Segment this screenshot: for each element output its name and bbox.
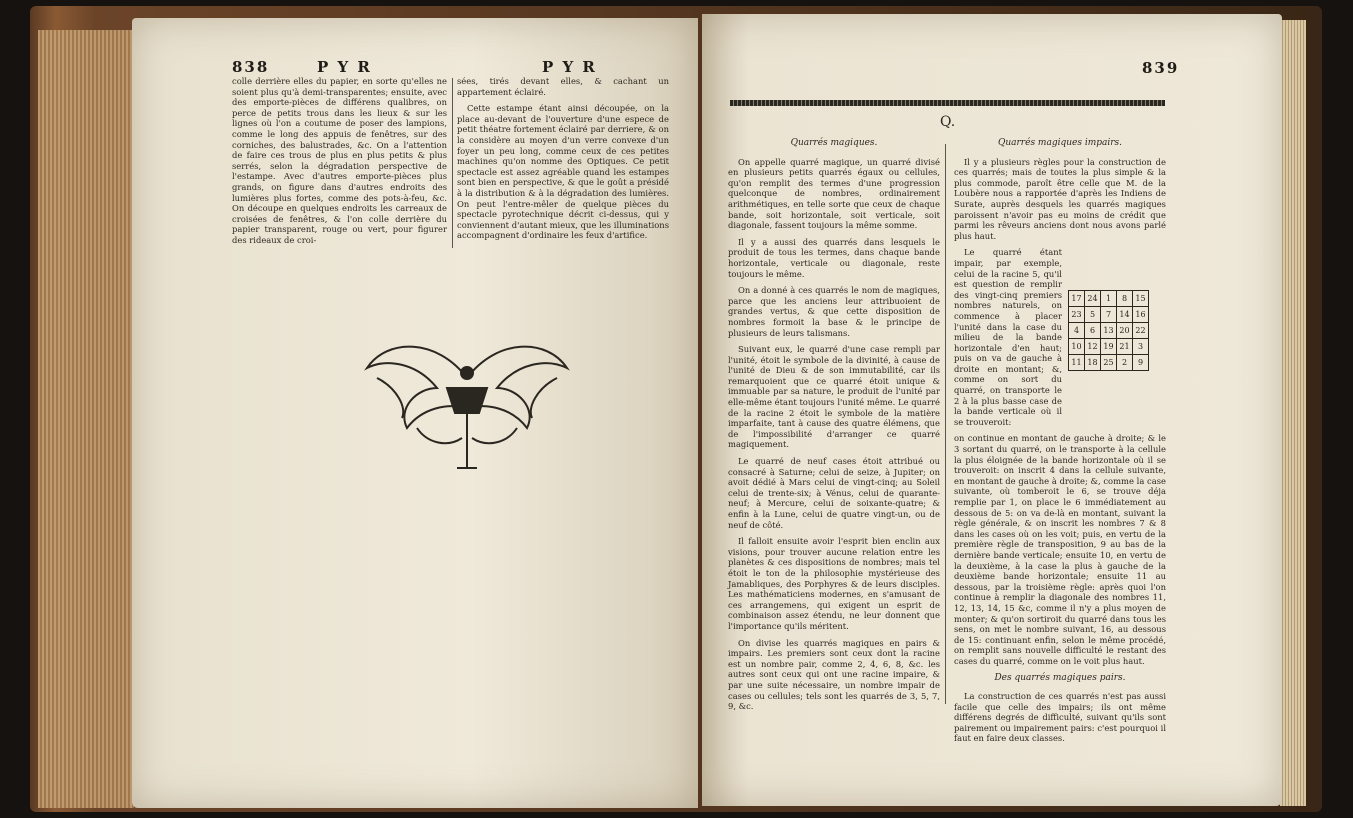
magic-square-cell: 3: [1133, 339, 1149, 355]
magic-square-cell: 25: [1101, 355, 1117, 371]
magic-square-cell: 24: [1085, 291, 1101, 307]
paragraph: Il y a plusieurs règles pour la construction de ces quarrés; mais de toutes la plus simple & la plus commode, paroît être celle que M. de la Loubère nous a rapportée d'après les Indiens de Surate, auprès desquels les quarrés magiques paroissent n'avoir pas eu moins de crédit que parmi les rêveurs anciens dont nous avons parlé plus haut.: [954, 156, 1166, 241]
magic-square-cell: 15: [1133, 291, 1149, 307]
right-page-number: 839: [1142, 59, 1180, 77]
page-edges-left: [38, 30, 134, 808]
magic-square-row: [1069, 323, 1149, 339]
right-column-2: [954, 136, 1166, 744]
paragraph: Il falloit ensuite avoir l'esprit bien enclin aux visions, pour trouver aucune relation entre les planètes & ces dispositions de nombres; mais tel étoit le ton de la philosophie mystérieuse des Jamabliques, des Porphyres & de leurs disciples. Les mathématiciens modernes, en s'amusant de ces arrangemens, qui exigent un esprit de combinaison assez étendu, ne leur donnent que l'importance qu'ils méritent.: [728, 536, 940, 631]
floral-ornament: [357, 318, 577, 478]
magic-square-cell: 20: [1117, 323, 1133, 339]
magic-square-cell: 9: [1133, 355, 1149, 371]
section-subtitle: Des quarrés magiques pairs.: [994, 672, 1126, 683]
magic-square-cell: 10: [1069, 339, 1085, 355]
magic-square-cell: 13: [1101, 323, 1117, 339]
magic-square-cell: 22: [1133, 323, 1149, 339]
magic-square-row: [1069, 307, 1149, 323]
magic-square-cell: 1: [1101, 291, 1117, 307]
paragraph: colle derrière elles du papier, en sorte qu'elles ne soient plus qu'à demi-transparentes; ensuite, avec des emporte-pièces de différens qualibres, on perce de petits trous dans les lieux & sur les lignes où l'on a coutume de poser des lampions, comme le long des appuis de fenêtres, sur des corniches, des balustrades, &c. On a l'attention de faire ces trous de plus en plus petits & plus serrés, selon la dégradation perspective de l'estampe. Avec d'autres emporte-pièces plus grands, on figure dans d'autres endroits des lumières plus fortes, comme des pots-à-feu, &c. On découpe en quelques endroits les carreaux de croisées de fenêtres, & l'on colle derrière du papier transparent, rouge ou vert, pour figurer des rideaux de croi-: [232, 76, 447, 245]
magic-square-cell: 11: [1069, 355, 1085, 371]
running-head-right: P Y R: [542, 58, 597, 76]
magic-square-cell: 6: [1085, 323, 1101, 339]
section-title: Quarrés magiques.: [790, 138, 878, 148]
magic-square-cell: 14: [1117, 307, 1133, 323]
paragraph: On a donné à ces quarrés le nom de magiques, parce que les anciens leur attribuoient de grandes vertus, & que cette disposition de nombres formoit la base & le principe de plusieurs de leurs talismans.: [728, 285, 940, 338]
running-head-left: P Y R: [317, 58, 372, 76]
left-column-2: [457, 76, 669, 251]
magic-square-cell: 4: [1069, 323, 1085, 339]
header-rule: [730, 100, 1165, 106]
paragraph: On divise les quarrés magiques en pairs & impairs. Les premiers sont ceux dont la racine est un nombre pair, comme 2, 4, 6, 8, &c. les autres sont ceux qui ont une racine impaire, & par une suite nécessaire, un nombre impair de cases ou cellules; tels sont les quarrés de 3, 5, 7, 9, &c.: [728, 637, 940, 712]
section-title: Quarrés magiques impairs.: [997, 138, 1123, 148]
magic-square-cell: 8: [1117, 291, 1133, 307]
paragraph: Le quarré de neuf cases étoit attribué ou consacré à Saturne; celui de seize, à Jupiter; on avoit dédié à Mars celui de vingt-cinq; au Soleil celui de trente-six; à Vénus, celui de quarante-neuf; à Mercure, celui de soixante-quatre; & enfin à la Lune, celui de quatre vingt-un, ou de neuf de côté.: [728, 456, 940, 530]
column-divider: [945, 144, 946, 704]
magic-square-row: [1069, 339, 1149, 355]
magic-square-cell: 18: [1085, 355, 1101, 371]
left-page: [132, 18, 698, 808]
magic-square-row: [1069, 291, 1149, 307]
magic-square-table: [1068, 290, 1149, 371]
paragraph: on continue en montant de gauche à droite; & le 3 sortant du quarré, on le transporte à la cellule la plus éloignée de la bande horizontale où il se trouveroit: on inscrit 4 dans la cellule suivante, en montant de gauche à droite; &, comme la case suivante, où tomberoit le 6, se trouve déja remplie par 1, on place le 6 immédiatement au dessous de 5: on va de-là en montant, suivant la règle générale, & on inscrit les nombres 7 & 8 dans les cases où on les voit; puis, en vertu de la première règle de transposition, 9 au bas de la dernière bande verticale; ensuite 10, en vertu de la deuxième, à la case la plus à gauche de la deuxième bande horizontale; ensuite 11 au dessous, par la troisième règle: après quoi l'on continue à remplir la diagonale des nombres 11, 12, 13, 14, 15 &c, comme il n'y a plus moyen de monter; & qu'on sortiroit du quarré dans tous les sens, on met le nombre suivant, 16, au dessous de 15: continuant enfin, selon le même procédé, on remplit sans nouvelle difficulté le restant des cases du quarré, comme on le voit plus haut.: [954, 433, 1166, 666]
paragraph: sées, tirés devant elles, & cachant un appartement éclairé.: [457, 76, 669, 97]
page-edges-right: [1280, 20, 1306, 806]
magic-square-cell: 2: [1117, 355, 1133, 371]
paragraph: Suivant eux, le quarré d'une case rempli par l'unité, étoit le symbole de la divinité, à cause de l'unité de Dieu & de son immutabilité, car ils remarquoient que ce quarré étoit unique & immuable par sa nature, le produit de l'unité par elle-même étant toujours l'unité même. Le quarré de la racine 2 étoit le symbole de la matière imparfaite, tant à cause des quatre élémens, que de l'impossibilité d'arranger ce quarré magiquement.: [728, 344, 940, 450]
left-page-number: 838: [232, 58, 270, 76]
magic-square-cell: 7: [1101, 307, 1117, 323]
right-column-1: [728, 136, 940, 721]
right-page: [702, 14, 1282, 806]
magic-square-cell: 5: [1085, 307, 1101, 323]
magic-square-cell: 16: [1133, 307, 1149, 323]
magic-square-cell: 23: [1069, 307, 1085, 323]
paragraph: Cette estampe étant ainsi découpée, on la place au-devant de l'ouverture d'une espece de petit théatre fortement éclairé par derriere, & on la considère au moyen d'un verre convexe d'un foyer un peu long, comme ceux de ces petites machines qu'on nomme des Optiques. Ce petit spectacle est assez agréable quand les estampes sont bien en perspective, & que le goût a présidé à la distribution & à la dégradation des lumières. On peut l'entre-mêler de quelque pièces du spectacle pyrotechnique décrit ci-dessus, qui y conviennent d'autant mieux, que les illuminations accompagnent d'ordinaire les feux d'artifice.: [457, 103, 669, 241]
magic-square-row: [1069, 355, 1149, 371]
magic-square-cell: 17: [1069, 291, 1085, 307]
paragraph: On appelle quarré magique, un quarré divisé en plusieurs petits quarrés égaux ou cellules, qu'on remplit des termes d'une progression quelconque de nombres, ordinairement arithmétiques, en telle sorte que ceux de chaque bande, soit horizontale, soit verticale, soit diagonale, fassent toujours la même somme.: [728, 156, 940, 231]
paragraph: Le quarré étant impair, par exemple, celui de la racine 5, qu'il est question de remplir des vingt-cinq premiers nombres naturels, on commence à placer l'unité dans la case du milieu de la bande horizontale d'en haut; puis on va de gauche à droite en montant; &, comme on sort du quarré, on transporte le 2 à la plus basse case de la bande verticale où il se trouveroit:: [954, 247, 1062, 427]
magic-square-cell: 19: [1101, 339, 1117, 355]
paragraph: Il y a aussi des quarrés dans lesquels le produit de tous les termes, dans chaque bande horizontale, verticale ou diagonale, reste toujours le même.: [728, 236, 940, 279]
magic-square-cell: 21: [1117, 339, 1133, 355]
magic-square-cell: 12: [1085, 339, 1101, 355]
paragraph: La construction de ces quarrés n'est pas aussi facile que celle des impairs; ils ont même différens degrés de difficulté, suivant qu'ils sont pairement ou impairement pairs: c'est pourquoi il faut en faire deux classes.: [954, 691, 1166, 744]
column-divider: [452, 78, 453, 248]
left-column-1: [232, 76, 447, 246]
section-letter: Q.: [940, 114, 956, 130]
